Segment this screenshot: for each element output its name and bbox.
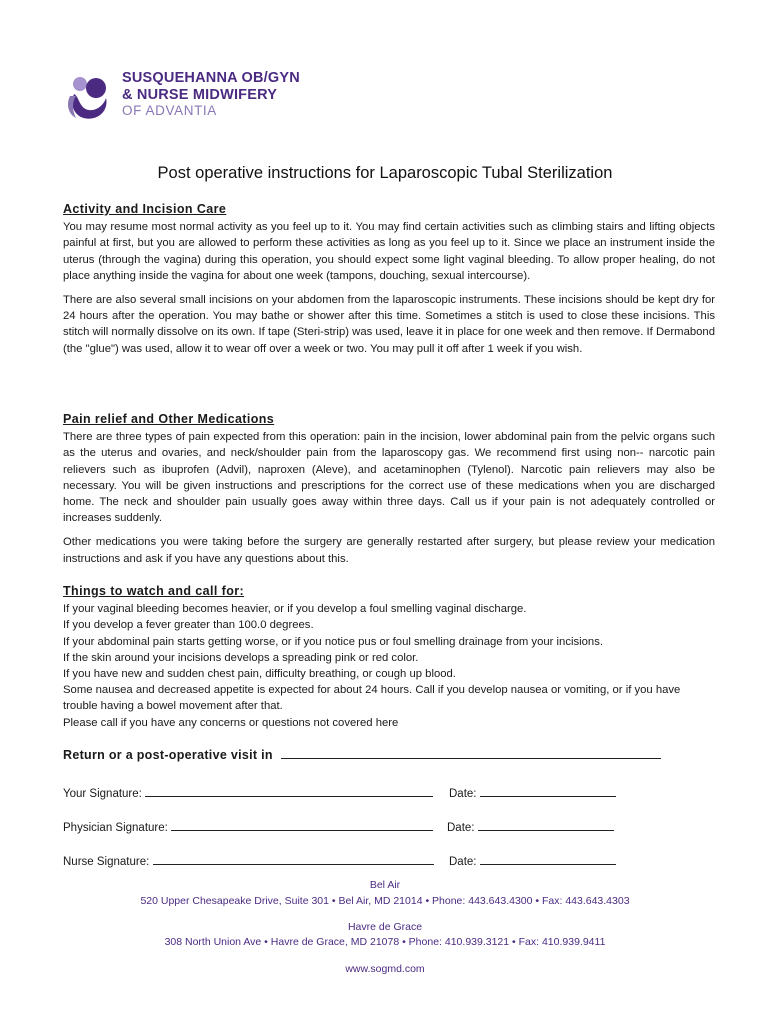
pain-paragraph-2: Other medications you were taking before the surgery are generally restarted after surgery, but please review your medication instructions and ask if you have any questions about this. bbox=[63, 536, 715, 565]
physician-signature-label: Physician Signature: bbox=[63, 822, 168, 834]
footer-website-link[interactable]: www.sogmd.com bbox=[345, 963, 425, 975]
footer-city-bel-air: Bel Air bbox=[369, 879, 401, 891]
date-label: Date: bbox=[447, 822, 475, 834]
your-signature-field[interactable] bbox=[145, 784, 433, 797]
physician-signature-row bbox=[63, 818, 643, 834]
logo-line-2: & NURSE MIDWIFERY bbox=[122, 86, 278, 103]
activity-section bbox=[63, 201, 715, 365]
activity-heading: Activity and Incision Care bbox=[63, 202, 227, 216]
practice-logo-text bbox=[122, 70, 300, 120]
activity-paragraph-2: There are also several small incisions on your abdomen from the laparoscopic instruments. These incisions should be kept dry for 24 hours after the operation. You may bathe or shower after this time. Sometimes a stitch is used to close these incisions. This stitch will normally dissolve on its own. If tape (Steri-strip) was used, leave it in place for one week and then remove. If Dermabond (the "glue") was used, allow it to wear off over a week or two. You may pull it off after 1 week if you wish. bbox=[63, 294, 715, 355]
return-visit-line bbox=[63, 746, 683, 762]
watch-item: If you develop a fever greater than 100.0 degrees. bbox=[63, 619, 314, 632]
return-visit-label: Return or a post-operative visit in bbox=[63, 748, 273, 762]
physician-signature-date-field[interactable] bbox=[478, 818, 614, 831]
watch-list bbox=[63, 601, 715, 731]
footer-address-havre-de-grace: 308 North Union Ave • Havre de Grace, MD 21078 • Phone: 410.939.3121 • Fax: 410.939.9411 bbox=[164, 936, 606, 948]
your-signature-date-field[interactable] bbox=[480, 784, 616, 797]
your-signature-row bbox=[63, 784, 643, 800]
date-group bbox=[447, 818, 614, 834]
pain-section bbox=[63, 411, 715, 575]
date-group bbox=[449, 852, 616, 868]
return-visit-field[interactable] bbox=[281, 746, 661, 759]
nurse-signature-date-field[interactable] bbox=[480, 852, 616, 865]
practice-logo-mark-icon bbox=[66, 68, 114, 124]
nurse-signature-field[interactable] bbox=[153, 852, 434, 865]
date-label: Date: bbox=[449, 856, 477, 868]
logo-line-1: SUSQUEHANNA OB/GYN bbox=[122, 70, 300, 86]
practice-logo bbox=[66, 68, 306, 124]
activity-paragraph-1: You may resume most normal activity as you feel up to it. You may find certain activities such as climbing stairs and lifting objects painful at first, but you are allowed to perform these activities as long as you feel up to it. Since we place an instrument inside the uterus (through the vagina) during this operation, you should expect some light vaginal bleeding. To allow proper healing, do not place anything inside the vagina for about one week (tampons, douching, sexual intercourse). bbox=[63, 221, 715, 282]
watch-item: If your vaginal bleeding becomes heavier, or if you develop a foul smelling vaginal discharge. bbox=[63, 603, 527, 616]
watch-section bbox=[63, 583, 715, 731]
pain-heading: Pain relief and Other Medications bbox=[63, 412, 275, 426]
date-group bbox=[449, 784, 616, 800]
your-signature-label: Your Signature: bbox=[63, 788, 142, 800]
watch-item: If the skin around your incisions develops a spreading pink or red color. bbox=[63, 651, 419, 664]
watch-heading: Things to watch and call for: bbox=[63, 584, 245, 598]
nurse-signature-label: Nurse Signature: bbox=[63, 856, 150, 868]
watch-item: Some nausea and decreased appetite is expected for about 24 hours. Call if you develop nausea or vomiting, or if you have trouble having a bowel movement after that. bbox=[63, 684, 681, 713]
watch-item: If your abdominal pain starts getting worse, or if you notice pus or foul smelling drainage from your incisions. bbox=[63, 635, 604, 648]
footer-city-havre-de-grace: Havre de Grace bbox=[347, 921, 423, 933]
watch-item: If you have new and sudden chest pain, difficulty breathing, or cough up blood. bbox=[63, 668, 456, 681]
date-label: Date: bbox=[449, 788, 477, 800]
document-title: Post operative instructions for Laparoscopic Tubal Sterilization bbox=[157, 164, 613, 182]
logo-line-3: OF ADVANTIA bbox=[122, 103, 217, 118]
nurse-signature-row bbox=[63, 852, 643, 868]
physician-signature-field[interactable] bbox=[171, 818, 433, 831]
pain-paragraph-1: There are three types of pain expected from this operation: pain in the incision, lower abdominal pain from the pelvic organs such as the uterus and ovaries, and neck/shoulder pain from the laparoscopy gas. We recommend first using non-- narcotic pain relievers such as ibuprofen (Advil), naproxen (Aleve), and acetaminophen (Tylenol). Narcotic pain relievers may also be necessary. You will be given instructions and prescriptions for the correct use of these medications when you are discharged home. The neck and shoulder pain usually goes away within three days. Call us if your pain is not adequately controlled or increases suddenly. bbox=[63, 431, 715, 525]
footer-address-bel-air: 520 Upper Chesapeake Drive, Suite 301 • Bel Air, MD 21014 • Phone: 443.643.4300 • Fax: 443.643.4303 bbox=[140, 895, 630, 907]
watch-item: Please call if you have any concerns or questions not covered here bbox=[63, 716, 399, 729]
